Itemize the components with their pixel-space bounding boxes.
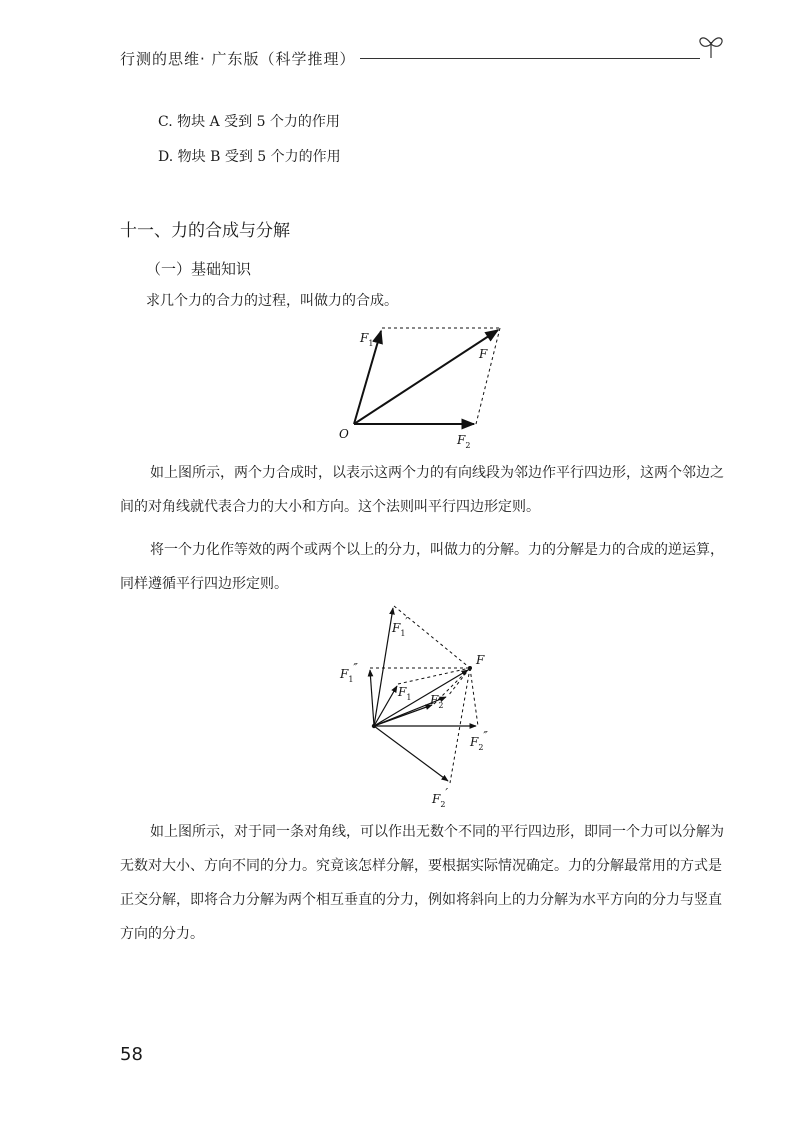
sprout-icon xyxy=(695,30,727,60)
section-title: 十一、力的合成与分解 xyxy=(120,221,290,241)
label-f2-prime: $F_2'$ xyxy=(432,786,449,809)
label-f: F xyxy=(479,347,488,361)
vector-f1-double-prime-arrow xyxy=(370,670,374,726)
page-number: 58 xyxy=(120,1044,143,1065)
dashed-construction-lines xyxy=(370,606,478,783)
header-rule xyxy=(360,58,700,59)
paragraph-composition-definition: 求几个力的合力的过程，叫做力的合成。 xyxy=(146,293,398,309)
vector-f-resultant-arrow xyxy=(354,330,498,424)
label-f2-double-prime: $F_2''$ xyxy=(470,729,488,752)
header-title: 行测的思维· 广东版（科学推理） xyxy=(120,50,356,68)
label-f2: $F_2$ xyxy=(457,433,471,450)
option-d: D. 物块 B 受到 5 个力的作用 xyxy=(158,149,341,165)
paragraph-infinite-decompositions: 如上图所示，对于同一条对角线，可以作出无数个不同的平行四边形，即同一个力可以分解为无数对大小、方向不同的分力。究竟该怎样分解，要根据实际情况确定。力的分解最常用的方式是正交分解，即将合力分解为两个相互垂直的分力，例如将斜向上的力分解为水平方向的分力与竖直方向的分力。 xyxy=(120,824,724,942)
label-o: O xyxy=(339,427,349,441)
label-f1-prime: $F_1'$ xyxy=(392,615,409,638)
label-f1: $F_1$ xyxy=(360,331,374,348)
paragraph-parallelogram-rule: 如上图所示，两个力合成时，以表示这两个力的有向线段为邻边作平行四边形，这两个邻边之间的对角线就代表合力的大小和方向。这个法则叫平行四边形定则。 xyxy=(120,465,724,515)
vector-f2-prime-arrow xyxy=(374,726,448,781)
label-f1-double-prime: $F_1''$ xyxy=(340,661,358,684)
paragraph-decomposition-definition: 将一个力化作等效的两个或两个以上的分力，叫做力的分解。力的分解是力的合成的逆运算，同样遵循平行四边形定则。 xyxy=(120,542,724,592)
figure-force-decomposition xyxy=(330,598,490,816)
option-c: C. 物块 A 受到 5 个力的作用 xyxy=(158,114,340,130)
label-f: F xyxy=(476,653,485,667)
figure-force-composition xyxy=(330,320,530,460)
origin-point xyxy=(372,724,376,728)
running-header xyxy=(120,44,720,72)
subsection-title: （一）基础知识 xyxy=(146,260,252,278)
resultant-end-point xyxy=(468,666,472,670)
label-f1: $F_1$ xyxy=(398,685,412,702)
vector-f-arrow xyxy=(374,670,468,726)
label-f2: $F_2$ xyxy=(430,693,444,710)
